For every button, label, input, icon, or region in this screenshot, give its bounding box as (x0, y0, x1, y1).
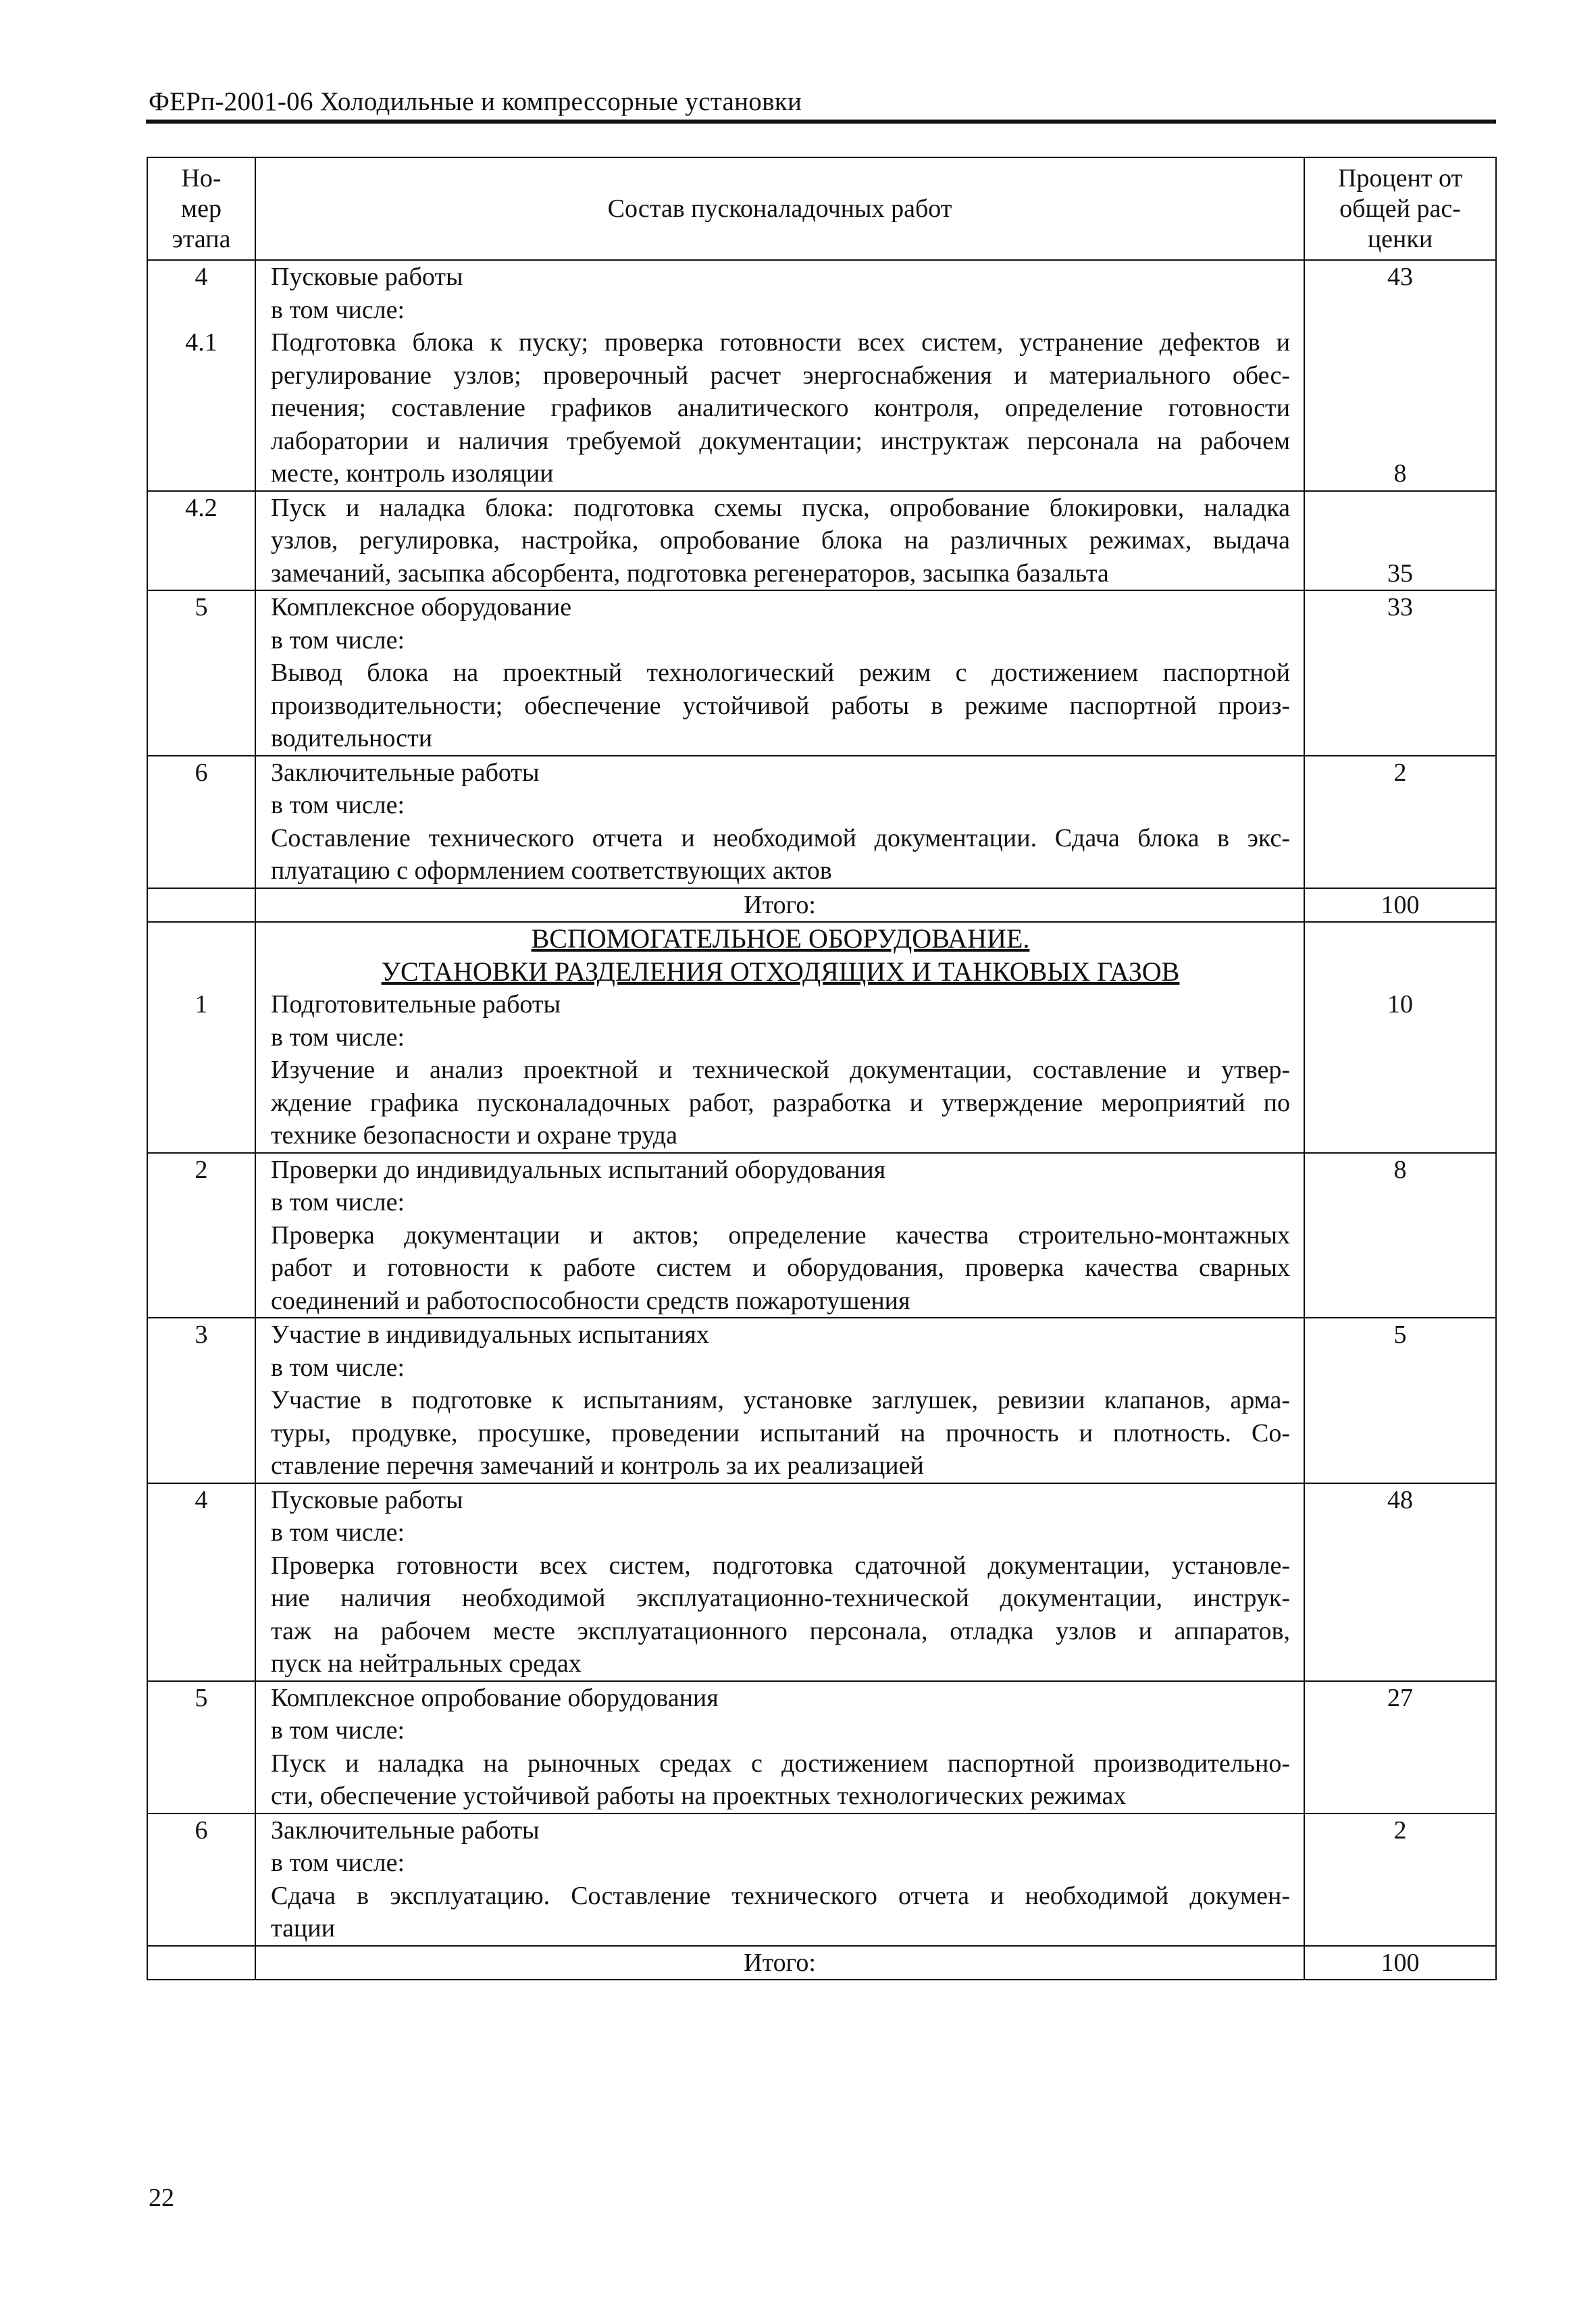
stage-description-line: соединений и работоспособности средств пожаротушения (271, 1286, 910, 1315)
stage-percent-cell (1304, 922, 1496, 1153)
stage-number-cell: 2 (147, 1153, 255, 1318)
stage-content-cell (255, 590, 1304, 756)
stage-percent-cell: 8 (1304, 1153, 1496, 1318)
stage-number: 4 (195, 263, 208, 291)
stage-percent-cell: 2 (1304, 756, 1496, 888)
total-label: Итого: (255, 888, 1304, 923)
stage-description-line: сти, обеспечение устойчивой работы на проектных технологических режимах (271, 1782, 1127, 1810)
stage-description-line: Пуск и наладка блока: подготовка схемы пуска, опробование блокировки, наладка (271, 493, 1290, 522)
stage-number-cell: 5 (147, 1681, 255, 1814)
stage-number-cell: 4.2 (147, 491, 255, 591)
column-header-percent (1304, 157, 1496, 260)
stage-percent-cell: 48 (1304, 1483, 1496, 1681)
spacer (1305, 923, 1495, 956)
stage-percent-cell: 33 (1304, 590, 1496, 756)
stage-description-line: плуатацию с оформлением соответствующих актов (271, 856, 832, 885)
stage-description-line: Составление технического отчета и необходимой документации. Сдача блока в экс- (271, 823, 1290, 852)
sub-label: в том числе: (271, 625, 405, 654)
column-header-stage-number (147, 157, 255, 260)
stage-description-line: регулирование узлов; проверочный расчет энергоснабжения и материального обес- (271, 361, 1290, 390)
total-empty-cell (147, 888, 255, 923)
table-row (147, 1318, 1496, 1483)
stage-number-cell: 6 (147, 1814, 255, 1946)
total-row (147, 888, 1496, 923)
stage-content-cell (255, 1153, 1304, 1318)
stage-title: Пусковые работы (271, 263, 463, 291)
stage-title: Заключительные работы (271, 758, 540, 787)
stage-number-cell: 4 (147, 1483, 255, 1681)
stage-title: Пусковые работы (271, 1485, 463, 1514)
stage-title: Комплексное оборудование (271, 593, 572, 621)
stage-description-line: технике безопасности и охране труда (271, 1121, 677, 1150)
stage-description-line: пуск на нейтральных средах (271, 1649, 582, 1678)
stage-number: 1 (195, 990, 208, 1019)
stage-number-cell (147, 260, 255, 491)
spacer (148, 956, 255, 989)
stage-title: Подготовительные работы (271, 990, 561, 1019)
spacer (1305, 956, 1495, 989)
stage-percent-cell: 2 (1304, 1814, 1496, 1946)
spacer (148, 923, 255, 956)
substage-percent: 8 (1393, 459, 1407, 488)
stage-content-cell (255, 1681, 1304, 1814)
stage-percent-cell: 35 (1304, 491, 1496, 591)
column-header-percent-line: Процент от (1337, 163, 1463, 192)
stage-description-line: Подготовка блока к пуску; проверка готовности всех систем, устранение дефектов и (271, 328, 1290, 357)
stage-number-cell (147, 922, 255, 1153)
stage-description-line: печения; составление графиков аналитического контроля, определение готовности (271, 394, 1290, 422)
column-header-percent-line: общей рас- (1339, 194, 1461, 223)
stage-description-line: Пуск и наладка на рыночных средах с достижением паспортной производительно- (271, 1749, 1290, 1778)
table-row (147, 922, 1496, 1153)
sub-label: в том числе: (271, 1849, 405, 1877)
sub-label: в том числе: (271, 1353, 405, 1382)
stage-content-cell (255, 1814, 1304, 1946)
stage-number-cell: 3 (147, 1318, 255, 1483)
stage-description-line: месте, контроль изоляции (271, 459, 554, 488)
total-value: 100 (1304, 888, 1496, 923)
stage-title: Заключительные работы (271, 1816, 540, 1845)
stage-description-line: водительности (271, 724, 433, 752)
stage-number-cell: 5 (147, 590, 255, 756)
stage-content-cell (255, 260, 1304, 491)
table-row (147, 1483, 1496, 1681)
column-header-percent-line: ценки (1367, 224, 1433, 253)
total-value: 100 (1304, 1946, 1496, 1980)
stage-description-line: производительности; обеспечение устойчивой работы в режиме паспортной произ- (271, 691, 1290, 720)
total-label: Итого: (255, 1946, 1304, 1980)
stage-percent: 10 (1387, 990, 1413, 1019)
table-row (147, 1814, 1496, 1946)
stage-content-cell (255, 1483, 1304, 1681)
stage-content-cell (255, 1318, 1304, 1483)
page-number: 22 (149, 2184, 174, 2212)
stage-description-line: замечаний, засыпка абсорбента, подготовка регенераторов, засыпка базальта (271, 559, 1109, 588)
sub-label: в том числе: (271, 1518, 405, 1547)
table-row (147, 260, 1496, 491)
sub-label: в том числе: (271, 1023, 405, 1052)
sub-label: в том числе: (271, 1188, 405, 1216)
stage-description-line: лаборатории и наличия требуемой документации; инструктаж персонала на рабочем (271, 426, 1290, 455)
sub-label: в том числе: (271, 1716, 405, 1745)
stage-description-line: Сдача в эксплуатацию. Составление технического отчета и необходимой докумен- (271, 1881, 1290, 1910)
stage-description-line: работ и готовности к работе систем и оборудования, проверка качества сварных (271, 1254, 1290, 1282)
total-empty-cell (147, 1946, 255, 1980)
page-header-title: ФЕРп-2001-06 Холодильные и компрессорные установки (149, 87, 802, 116)
stage-description-line: тации (271, 1914, 335, 1943)
table-row (147, 756, 1496, 888)
stages-table (147, 157, 1497, 1980)
sub-label: в том числе: (271, 791, 405, 819)
stage-percent-cell: 5 (1304, 1318, 1496, 1483)
stage-description-line: ждение графика пусконаладочных работ, разработка и утверждение мероприятий по (271, 1088, 1290, 1117)
stage-description-line: туры, продувке, просушке, проведении испытаний на прочность и плотность. Со- (271, 1418, 1290, 1447)
table-row (147, 1681, 1496, 1814)
stage-content-cell (255, 922, 1304, 1153)
stage-description-line: Вывод блока на проектный технологический режим с достижением паспортной (271, 659, 1290, 687)
column-header-stage-number-line: Но- (181, 163, 222, 192)
stage-title: Комплексное опробование оборудования (271, 1683, 719, 1712)
stage-description-line: узлов, регулировка, настройка, опробование блока на различных режимах, выдача (271, 526, 1290, 555)
stage-percent-cell: 27 (1304, 1681, 1496, 1814)
section-title-line-2: УСТАНОВКИ РАЗДЕЛЕНИЯ ОТХОДЯЩИХ И ТАНКОВЫХ ГАЗОВ (381, 956, 1180, 987)
spacer (148, 294, 255, 327)
stage-title: Проверки до индивидуальных испытаний оборудования (271, 1155, 886, 1184)
stage-description-line: Участие в подготовке к испытаниям, установке заглушек, ревизии клапанов, арма- (271, 1386, 1290, 1414)
stage-description-line: Проверка документации и актов; определение качества строительно-монтажных (271, 1220, 1290, 1250)
stage-description-line: Проверка готовности всех систем, подготовка сдаточной документации, установле- (271, 1551, 1290, 1580)
stage-percent-cell (1304, 260, 1496, 491)
column-header-work-content: Состав пусконаладочных работ (255, 157, 1304, 260)
substage-number: 4.1 (185, 328, 217, 357)
stage-title: Участие в индивидуальных испытаниях (271, 1320, 709, 1349)
table-row (147, 590, 1496, 756)
stage-description-line: ставление перечня замечаний и контроль за их реализацией (271, 1451, 924, 1480)
section-title-line-1: ВСПОМОГАТЕЛЬНОЕ ОБОРУДОВАНИЕ. (531, 923, 1030, 954)
stage-content-cell (255, 756, 1304, 888)
column-header-stage-number-line: мер (181, 194, 222, 223)
total-row (147, 1946, 1496, 1980)
header-rule (146, 120, 1496, 124)
table-header-row (147, 157, 1496, 260)
table-row (147, 1153, 1496, 1318)
stage-description-line: таж на рабочем месте эксплуатационного персонала, отладка узлов и аппаратов, (271, 1616, 1290, 1645)
column-header-stage-number-line: этапа (172, 224, 231, 253)
stage-content-cell (255, 491, 1304, 591)
stage-number-cell: 6 (147, 756, 255, 888)
stage-percent: 43 (1387, 263, 1413, 291)
stage-description-line: Изучение и анализ проектной и технической документации, составление и утвер- (271, 1056, 1290, 1084)
stage-description-line: ние наличия необходимой эксплуатационно-технической документации, инструк- (271, 1584, 1290, 1612)
sub-label: в том числе: (271, 295, 405, 324)
table-row (147, 491, 1496, 591)
